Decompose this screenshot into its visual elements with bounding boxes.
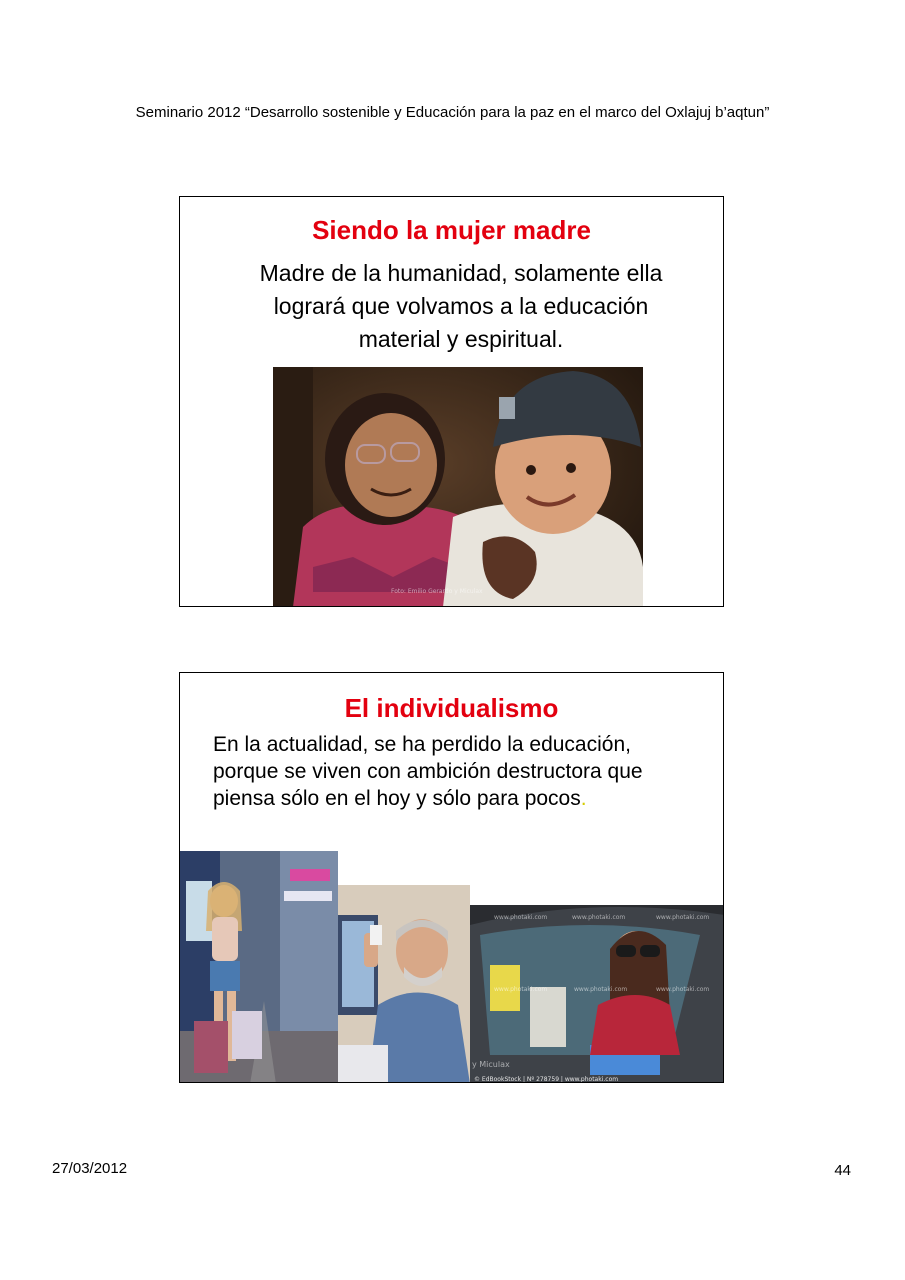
body-line: material y espiritual. <box>358 326 564 352</box>
stock-watermark: www.photaki.com <box>494 986 548 993</box>
slide-title: El individualismo <box>344 693 559 723</box>
shopping-woman-photo <box>180 851 338 1083</box>
slide-title: Siendo la mujer madre <box>312 215 591 245</box>
stock-credit: © EdBookStock | Nº 278759 | www.photaki.com <box>474 1076 619 1083</box>
stock-watermark: www.photaki.com <box>494 914 548 921</box>
woman-in-car-photo <box>470 905 724 1083</box>
body-line: piensa sólo en el hoy y sólo para pocos. <box>213 787 587 810</box>
stock-watermark: www.photaki.com <box>656 986 710 993</box>
body-line: En la actualidad, se ha perdido la educación, <box>213 733 631 756</box>
man-credit-card-photo <box>338 885 470 1083</box>
slide-individualism <box>179 672 724 1083</box>
body-line: Madre de la humanidad, solamente ella <box>259 260 663 286</box>
slide-mother <box>179 196 724 607</box>
slide-body <box>213 731 713 812</box>
trailing-dot: . <box>580 787 587 810</box>
body-line: porque se viven con ambición destructora que <box>213 760 643 783</box>
document-header: Seminario 2012 “Desarrollo sostenible y Educación para la paz en el marco del Oxlajuj b’aqtun” <box>135 104 770 121</box>
stock-watermark: www.photaki.com <box>656 914 710 921</box>
footer-date: 27/03/2012 <box>52 1160 128 1177</box>
photo-credit: Foto: Emilio Gerardo y Miculax <box>391 588 483 595</box>
photo-credit: y Miculax <box>472 1060 510 1069</box>
stock-watermark: www.photaki.com <box>572 914 626 921</box>
body-line: logrará que volvamos a la educación <box>273 293 649 319</box>
slide-body <box>226 257 696 356</box>
page-number: 44 <box>834 1162 851 1179</box>
mother-child-photo <box>273 367 643 607</box>
stock-watermark: www.photaki.com <box>574 986 628 993</box>
